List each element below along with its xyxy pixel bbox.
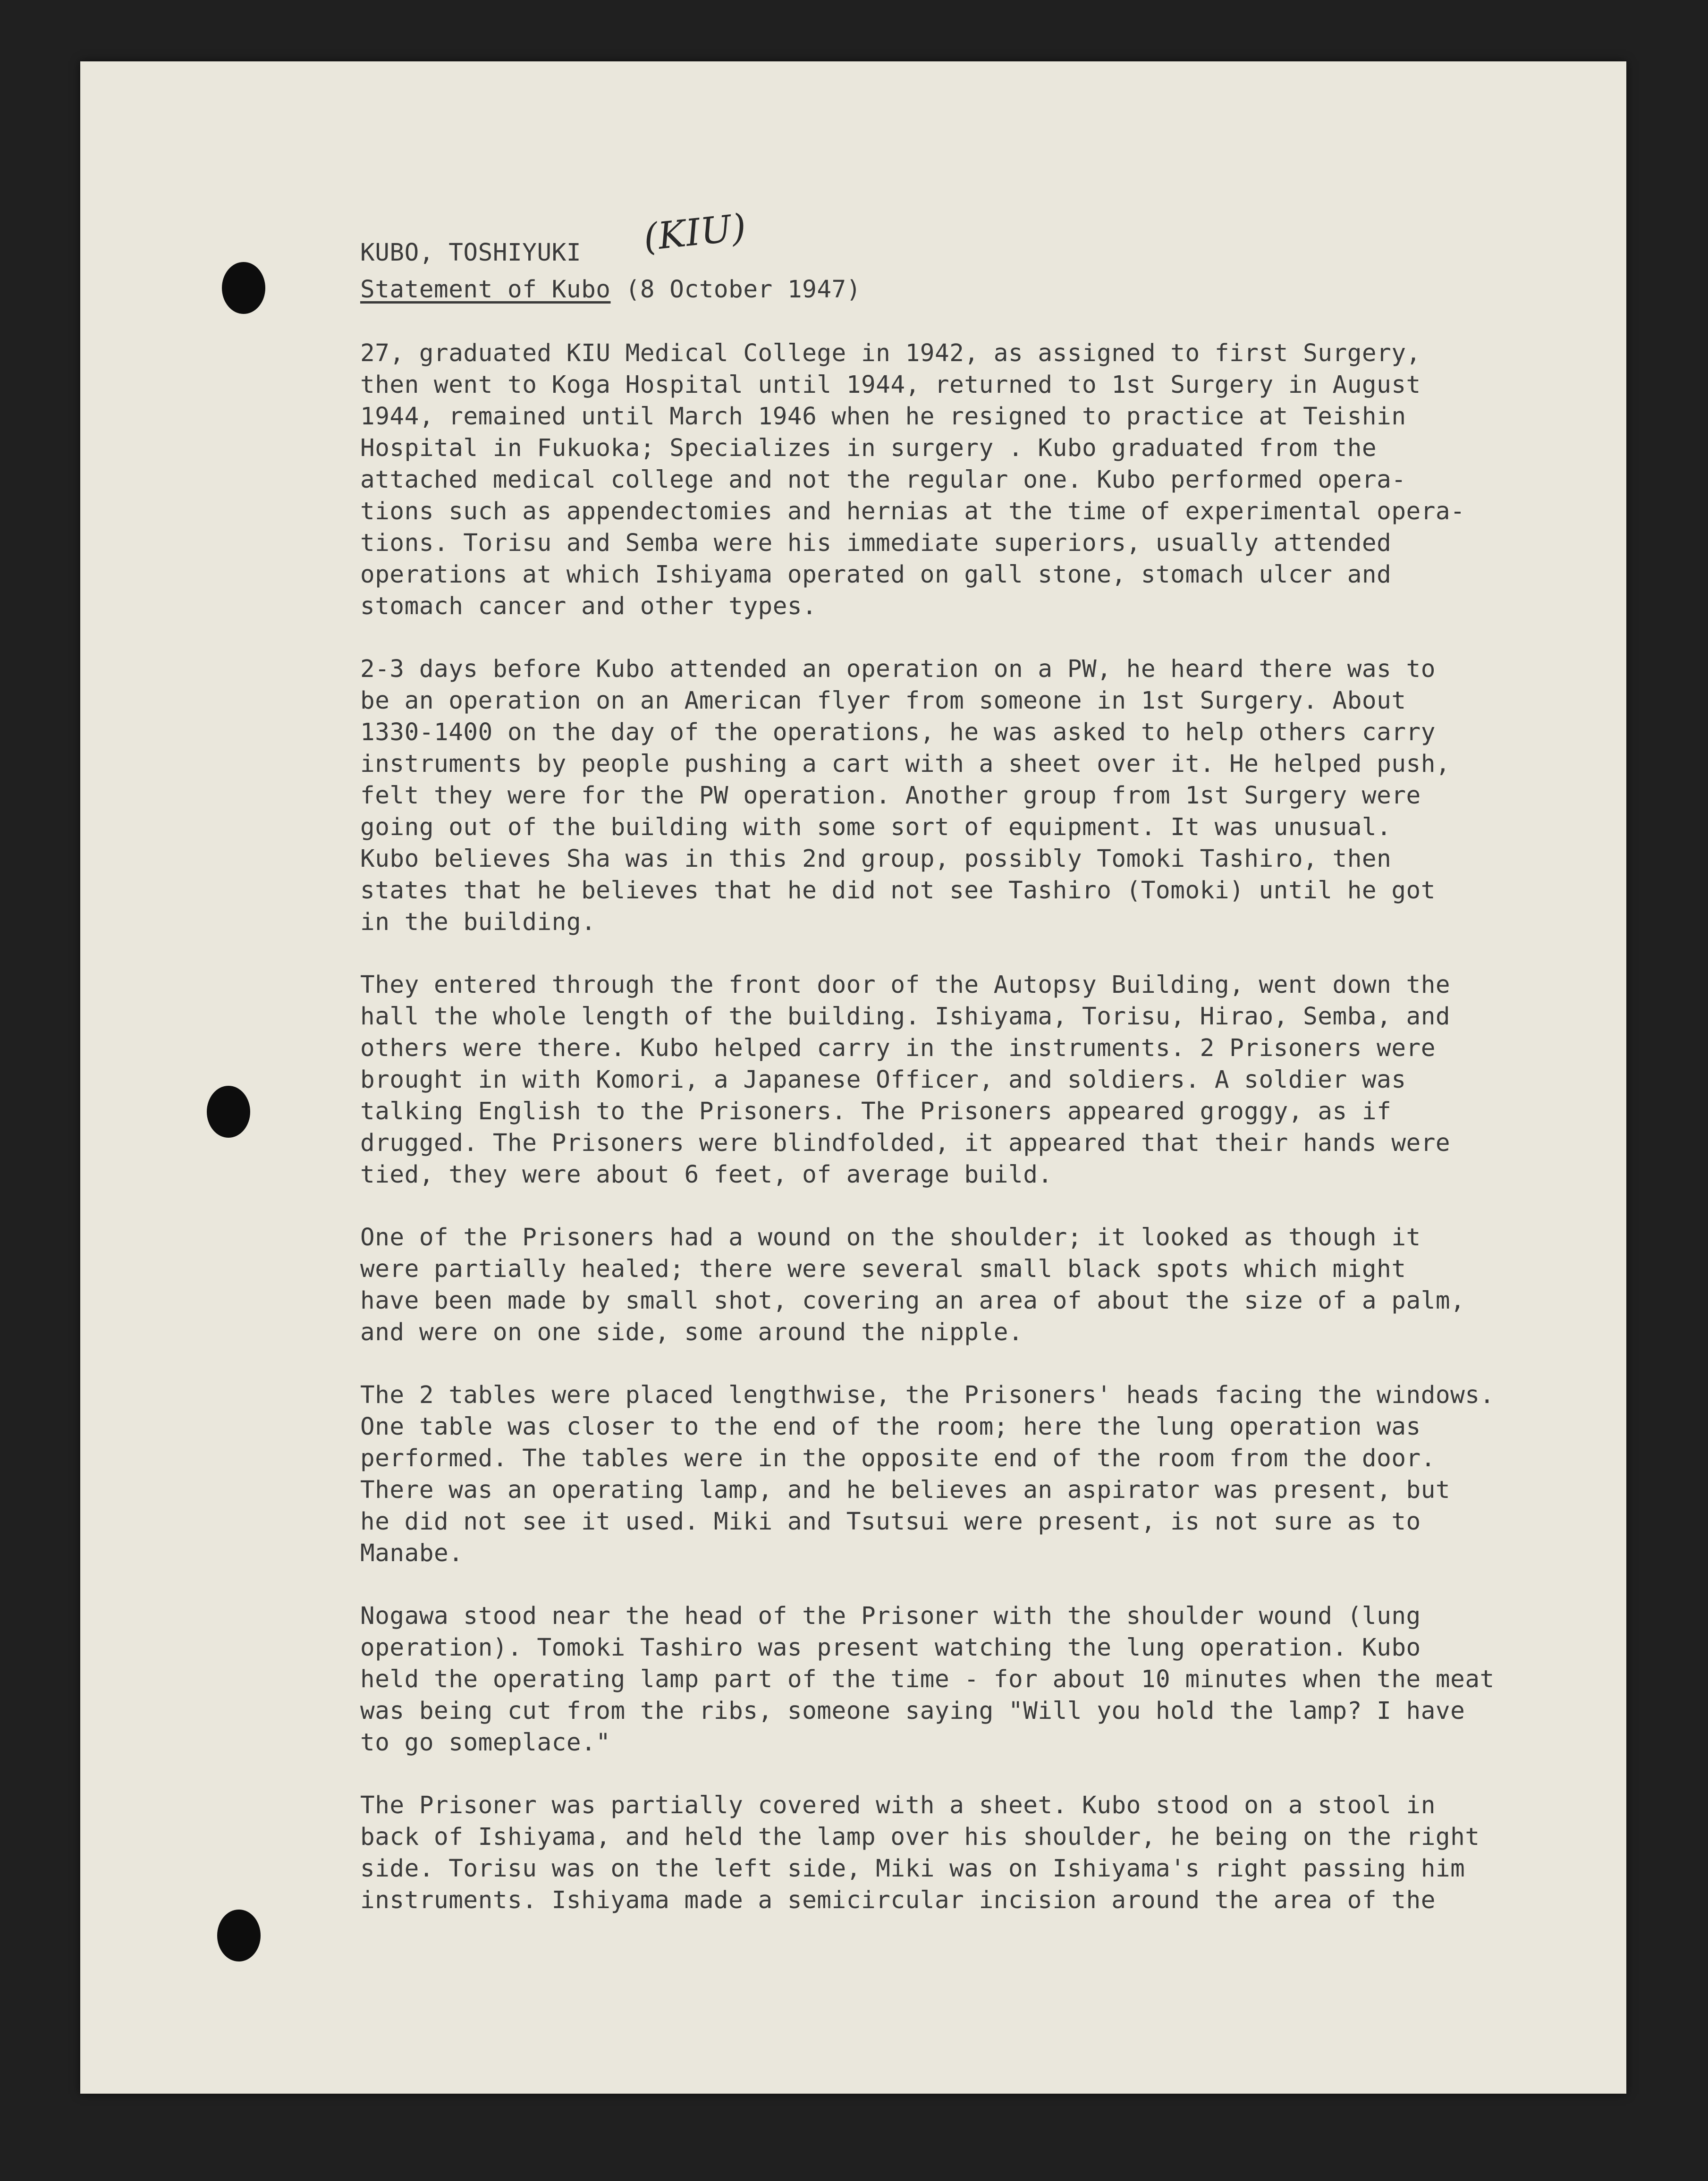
- subject-name: KUBO, TOSHIYUKI: [360, 239, 582, 267]
- paragraph: 2-3 days before Kubo attended an operation on a PW, he heard there was to be an operation on an American flyer from someone in 1st Surgery. About 1330-1400 on the day of the operations, he was asked to help others carry instruments by people pushing a cart with a sheet over it. He helped push, felt they were for the PW operation. Another group from 1st Surgery were going out of the building with some sort of equipment. It was unusual. Kubo believes Sha was in this 2nd group, possibly Tomoki Tashiro, then states that he believes that he did not see Tashiro (Tomoki) until he got in the building.: [360, 655, 1451, 936]
- paragraph: Nogawa stood near the head of the Prisoner with the shoulder wound (lung operation). Tomoki Tashiro was present watching the lung operation. Kubo held the operating lamp part of the time - for about 10 minutes when the meat was being cut from the ribs, someone saying "Will you hold the lamp? I have to go someplace.": [360, 1602, 1495, 1757]
- punch-hole: [222, 262, 265, 314]
- paragraph: 27, graduated KIU Medical College in 1942, as assigned to first Surgery, then went to Koga Hospital until 1944, returned to 1st Surgery in August 1944, remained until March 1946 when he resigned to practice at Teishin Hospital in Fukuoka; Specializes in surgery . Kubo graduated from the attached medical college and not the regular one. Kubo performed opera- tions such as appendectomies and hernias at the time of experimental opera- tions. Torisu and Semba were his immediate superiors, usually attended operations at which Ishiyama operated on gall stone, stomach ulcer and stomach cancer and other types.: [360, 339, 1465, 620]
- document-page: [80, 61, 1626, 2094]
- handwritten-annotation: (KIU): [641, 206, 749, 260]
- paragraph: They entered through the front door of the Autopsy Building, went down the hall the whole length of the building. Ishiyama, Torisu, Hirao, Semba, and others were there. Kubo helped carry in the instruments. 2 Prisoners were brought in with Komori, a Japanese Officer, and soldiers. A soldier was talking English to the Prisoners. The Prisoners appeared groggy, as if drugged. The Prisoners were blindfolded, it appeared that their hands were tied, they were about 6 feet, of average build.: [360, 971, 1451, 1189]
- punch-hole: [217, 1910, 261, 1961]
- document-header: [360, 206, 1625, 274]
- punch-hole: [207, 1086, 250, 1138]
- paragraph: The Prisoner was partially covered with a sheet. Kubo stood on a stool in back of Ishiyama, and held the lamp over his shoulder, he being on the right side. Torisu was on the left side, Miki was on Ishiyama's right passing him instruments. Ishiyama made a semicircular incision around the area of the: [360, 1792, 1480, 1914]
- statement-title-underlined: Statement of Kubo: [360, 276, 611, 304]
- paragraph: The 2 tables were placed lengthwise, the Prisoners' heads facing the windows. One table was closer to the end of the room; here the lung operation was performed. The tables were in the opposite end of the room from the door. There was an operating lamp, and he believes an aspirator was present, but he did not see it used. Miki and Tsutsui were present, is not sure as to Manabe.: [360, 1381, 1495, 1567]
- statement-title: [360, 274, 1625, 305]
- paragraph: One of the Prisoners had a wound on the shoulder; it looked as though it were partially healed; there were several small black spots which might have been made by small shot, covering an area of about the size of a palm, and were on one side, some around the nipple.: [360, 1224, 1465, 1346]
- document-body: [360, 206, 1625, 1916]
- statement-date: (8 October 1947): [610, 276, 861, 304]
